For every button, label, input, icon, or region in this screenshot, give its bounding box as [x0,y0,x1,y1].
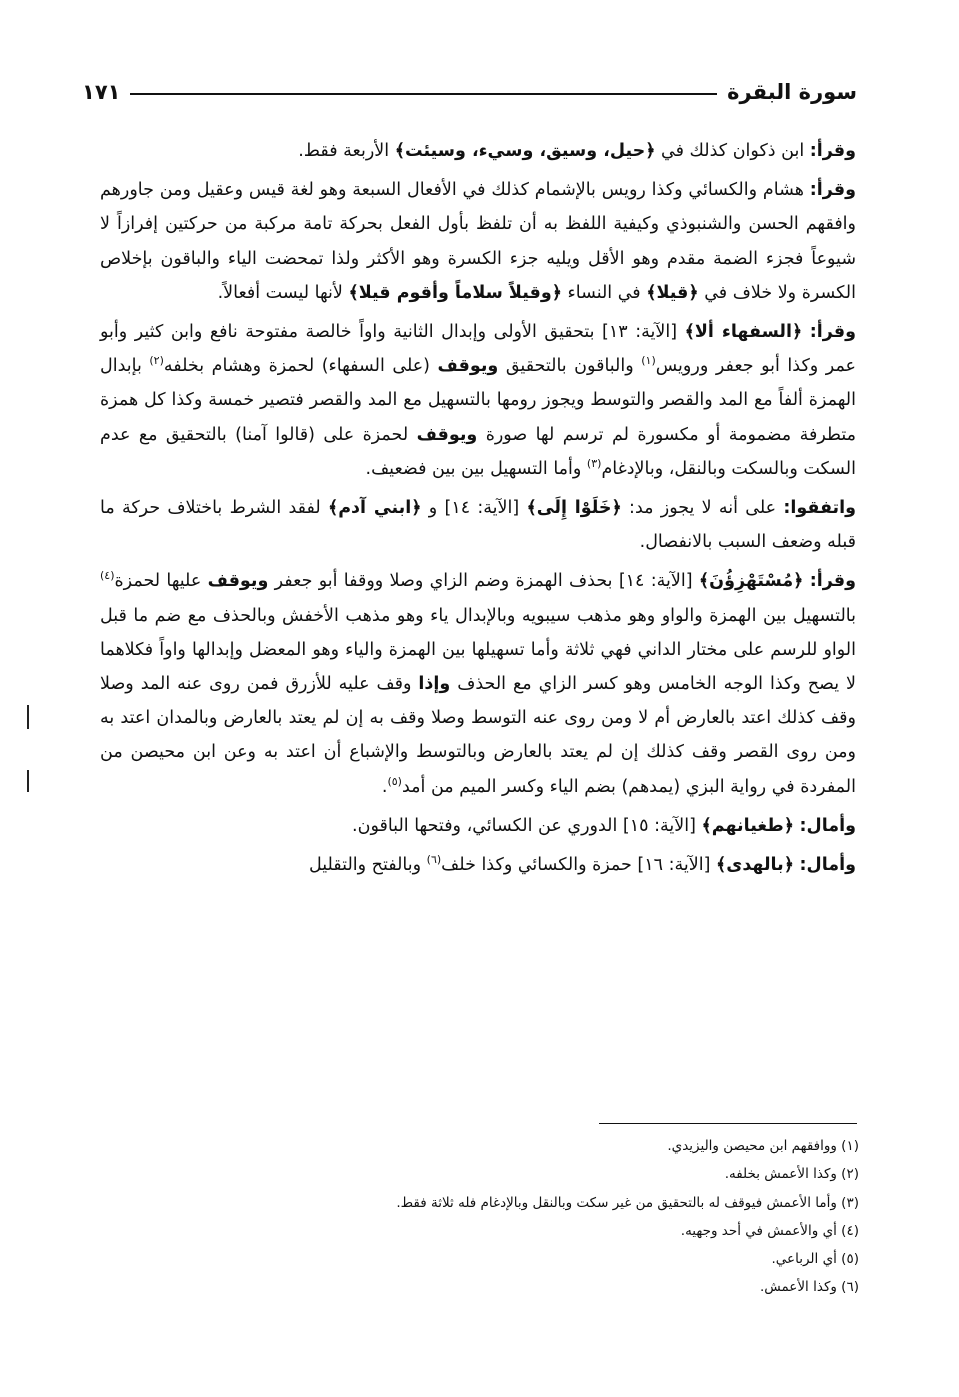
paragraph-lead: وقرأ: [809,141,856,161]
footnote: (٢) وكذا الأعمش بخلفه. [724,1166,859,1183]
running-header [82,70,857,104]
footnote-ref: (٣) [586,457,602,470]
text-run: وبالفتح والتقليل [308,855,427,876]
text-run: [الآية: ١٣] بتحقيق الأولى وإبدال الثانية واواً خالصة مفتوحة نافع وابن كثير وأبو عمر وكذا أبو جعفر ورويس [100,322,856,377]
paragraph-lead: واتفقوا: [783,498,856,519]
footnote: (١) ووافقهم ابن محيصن واليزيدي. [667,1138,859,1154]
text-run: . [381,776,388,797]
footnote: (٤) أي والأعمش في أحد وجهيه. [680,1222,859,1239]
text-run: بإبدال الهمزة ألفاً مع المد والقصر والتوسط ويجوز رومها بالتسهيل مع المد والقصر فتصير خمسة وكذا كل همزة متطرفة مضمومة أو مكسورة لم ترسم لها صورة [100,356,856,445]
paragraph-lead: وقرأ: [809,322,856,343]
footnote-ref: (٤) [100,569,115,583]
text-run: وقف عليه للأزرق فمن روى عنه المد وصلا وقف كذلك اعتد بالعارض أم لا ومن روى عنه التوسط وصلا وقف به إن لم يعتد بالعارض وبالمدان اعتد به ومن روى القصر وقف كذلك إن لم يعتد بالعارض وبالتوسط والإشباع أن اعتد به وعن ابن محيصن من المفردة في رواية البزي (يمدهم) بضم الياء وكسر الميم من أمد [100,674,856,797]
text-run: ابن ذكوان كذلك في [655,141,810,161]
paragraph [100,173,856,310]
quranic-word: ويوقف [207,571,269,592]
text-run: لأنها ليست أفعالاً. [217,282,349,303]
text-run: [الآية: ١٤] بحذف الهمزة وضم الزاي وصلا ووقفا أبو جعفر [268,571,699,592]
paragraph [100,848,856,882]
text-run: وأما التسهيل بين بين فضعيف. [365,458,587,479]
text-run: لحمزة على (قالوا آمنا) بالتحقيق مع عدم السكت وبالسكت وبالنقل، وبالإدغام [100,424,856,479]
footnote: (٦) وكذا الأعمش. [760,1279,859,1296]
quranic-word: ﴿خَلَوْا إِلَى﴾ [526,498,622,519]
margin-mark [27,705,29,729]
quranic-word: وإذا [418,674,451,695]
footnote-ref: (٥) [387,774,402,788]
footnotes [200,1132,859,1302]
text-run: [الآية: ١٤] و [421,498,527,519]
paragraph [100,134,856,168]
quranic-word: ﴿حيل، وسيق، وسيء، وسيئت﴾ [394,141,656,161]
text-run: على أنه لا يجوز مد: [621,498,784,519]
paragraph [100,809,856,843]
quranic-word: ويوقف [416,424,478,445]
quranic-word: ﴿السفهاء ألا﴾ [684,322,803,343]
text-run: هشام والكسائي وكذا رويس بالإشمام كذلك في الأفعال السبعة وهو لغة قيس وعقيل ومن جاورهم وافقهم الحسن والشنبوذي وكيفية اللفظ به أن تلفظ بأول الفعل بحركة تامة مركبة من حركتين إفرازاً لا شيوعاً فجزء الضمة مقدم وهو الأقل ويليه جزء الكسرة وهو الأكثر ولذا تمحضت الياء والباقون بإخلاص الكسرة ولا خلاف في [100,180,856,303]
text-run: الأربعة فقط. [298,141,395,161]
text-run: لفقد الشرط باختلاف حركة ما قبله وضعف السبب بالانفصال. [100,498,856,553]
text-run: عليها لحمزة [114,571,208,592]
surah-title: سورة البقرة [727,80,857,104]
main-text [100,134,856,882]
footnote-ref: (٢) [149,354,164,368]
text-run: في النساء [561,282,647,303]
footnote-ref: (١) [641,354,656,368]
text-run [802,322,810,342]
text-run: [الآية: ١٥] الدوري عن الكسائي، وفتحها الباقون. [352,815,702,836]
text-run: والباقون بالتحقيق [498,356,642,377]
paragraph [100,564,856,803]
page-number: ١٧١ [82,80,121,104]
paragraph-lead: وأمال: [799,855,856,876]
footnote: (٥) أي الرباعي. [771,1251,859,1268]
paragraph [100,491,856,559]
footnote-ref: (٦) [426,853,442,867]
quranic-word: ﴿وقيلاً سلاماً وأقوم قيلا﴾ [348,282,562,303]
quranic-word: ويوقف [437,356,499,377]
quranic-word: ﴿ابني آدم﴾ [327,498,422,519]
quranic-word: ﴿طغيانهم﴾ [701,815,794,836]
header-rule [130,93,717,95]
text-run: [الآية: ١٦] حمزة والكسائي وكذا خلف [441,855,717,876]
footnote: (٣) وأما الأعمش فيوقف له بالتحقيق من غير سكت وبالنقل وبالإدغام فله ثلاثة فقط. [396,1194,859,1211]
quranic-word: ﴿قيلا﴾ [646,282,699,303]
footnote-separator [599,1123,857,1124]
quranic-word: ﴿بالهدى﴾ [716,855,794,876]
text-run: بالتسهيل بين الهمزة والواو وهو مذهب سيبويه وبالإبدال ياء وهو مذهب الأخفش وبالحذف مع ضم ما قبل الواو للرسم على مختار الداني فهي ثلاثة وأما تسهيلها بين الهمزة والياء وهو المعضل وإبدالها واواً فكلاهما لا يصح وكذا الوجه الخامس وهو كسر الزاي مع الحذف [100,605,856,695]
paragraph-lead: وقرأ: [809,571,856,592]
paragraph [100,315,856,486]
paragraph-lead: وأمال: [799,815,856,836]
margin-mark [27,770,29,792]
text-run: (على السفهاء) لحمزة وهشام بخلفه [163,356,438,377]
paragraph-lead: وقرأ: [809,180,856,201]
quranic-word: ﴿مُسْتَهْزِؤُنَ﴾ [698,571,804,592]
